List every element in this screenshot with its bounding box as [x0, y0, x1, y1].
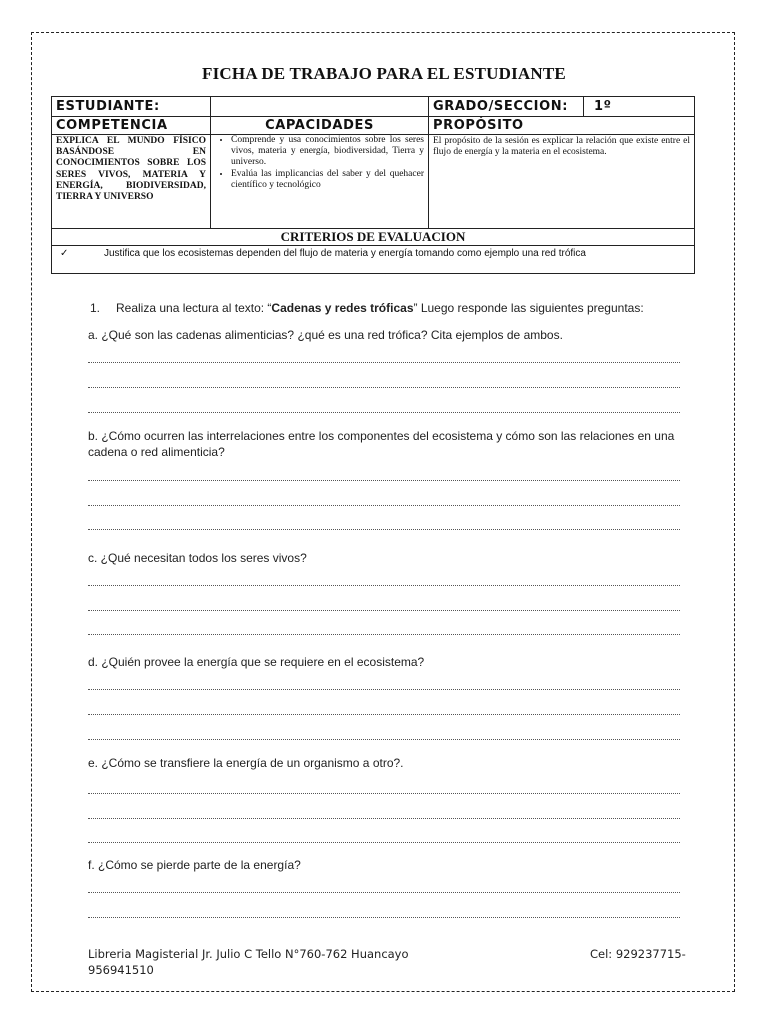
footer-address: Libreria Magisterial Jr. Julio C Tello N°760-762 Huancayo [88, 947, 409, 961]
proposito-label: PROPÓSITO [429, 117, 695, 135]
footer-cel-continued: 956941510 [88, 963, 154, 977]
answer-line[interactable] [88, 818, 680, 819]
answer-line[interactable] [88, 529, 680, 530]
capacidades-label: CAPACIDADES [211, 117, 429, 135]
answer-line[interactable] [88, 610, 680, 611]
capacidades-cell [211, 135, 429, 229]
estudiante-label: ESTUDIANTE: [52, 97, 211, 117]
answer-line[interactable] [88, 362, 680, 363]
answer-line[interactable] [88, 480, 680, 481]
answer-line[interactable] [88, 689, 680, 690]
estudiante-value[interactable] [211, 97, 429, 117]
instruction-number: 1. [90, 301, 101, 315]
question-f: f. ¿Cómo se pierde parte de la energía? [88, 858, 301, 872]
instruction-suffix: ” Luego responde las siguientes preguntas: [413, 301, 644, 315]
competencia-text: EXPLICA EL MUNDO FÍSICO BASÁNDOSE EN CONOCIMIENTOS SOBRE LOS SERES VIVOS, MATERIA Y ENERGÍA, BIODIVERSIDAD, TIERRA Y UNIVERSO [52, 135, 211, 229]
question-d: d. ¿Quién provee la energía que se requiere en el ecosistema? [88, 655, 425, 669]
answer-line[interactable] [88, 585, 680, 586]
footer [88, 946, 688, 978]
criterio-row [52, 246, 695, 274]
grado-value[interactable]: 1º [584, 97, 695, 117]
answer-line[interactable] [88, 412, 680, 413]
instruction-prefix: Realiza una lectura al texto: “ [116, 301, 272, 315]
check-icon: ✓ [60, 248, 69, 259]
question-a: a. ¿Qué son las cadenas alimenticias? ¿qué es una red trófica? Cita ejemplos de ambos. [88, 328, 563, 342]
answer-line[interactable] [88, 892, 680, 893]
proposito-text: El propósito de la sesión es explicar la relación que existe entre el flujo de energía y la materia en el ecosistema. [429, 135, 695, 229]
question-b: b. ¿Cómo ocurren las interrelaciones entre los componentes del ecosistema y cómo son las relaciones en una cadena o red alimenticia? [88, 429, 675, 459]
capacidad-item: • Evalúa las implicancias del saber y del quehacer científico y tecnológico [231, 169, 424, 191]
answer-line[interactable] [88, 387, 680, 388]
competencia-label: COMPETENCIA [52, 117, 211, 135]
answer-line[interactable] [88, 917, 680, 918]
question-c: c. ¿Qué necesitan todos los seres vivos? [88, 551, 307, 565]
page-title: FICHA DE TRABAJO PARA EL ESTUDIANTE [202, 64, 566, 83]
capacidad-item: • Comprende y usa conocimientos sobre los seres vivos, materia y energía, biodiversidad, Tierra y universo. [231, 135, 424, 169]
grado-label: GRADO/SECCION: [429, 97, 584, 117]
answer-line[interactable] [88, 793, 680, 794]
instruction-line [90, 300, 690, 316]
criterio-text: Justifica que los ecosistemas dependen del flujo de materia y energía tomando como ejemplo una red trófica [104, 248, 586, 259]
footer-cel: Cel: 929237715- [590, 947, 686, 961]
criterios-label: CRITERIOS DE EVALUACION [52, 229, 695, 246]
question-e: e. ¿Cómo se transfiere la energía de un organismo a otro?. [88, 756, 404, 770]
answer-line[interactable] [88, 714, 680, 715]
capacidades-list [215, 135, 424, 191]
answer-line[interactable] [88, 505, 680, 506]
answer-line[interactable] [88, 842, 680, 843]
answer-line[interactable] [88, 634, 680, 635]
instruction-reading-title: Cadenas y redes tróficas [271, 301, 414, 315]
answer-line[interactable] [88, 739, 680, 740]
header-table [51, 96, 695, 274]
